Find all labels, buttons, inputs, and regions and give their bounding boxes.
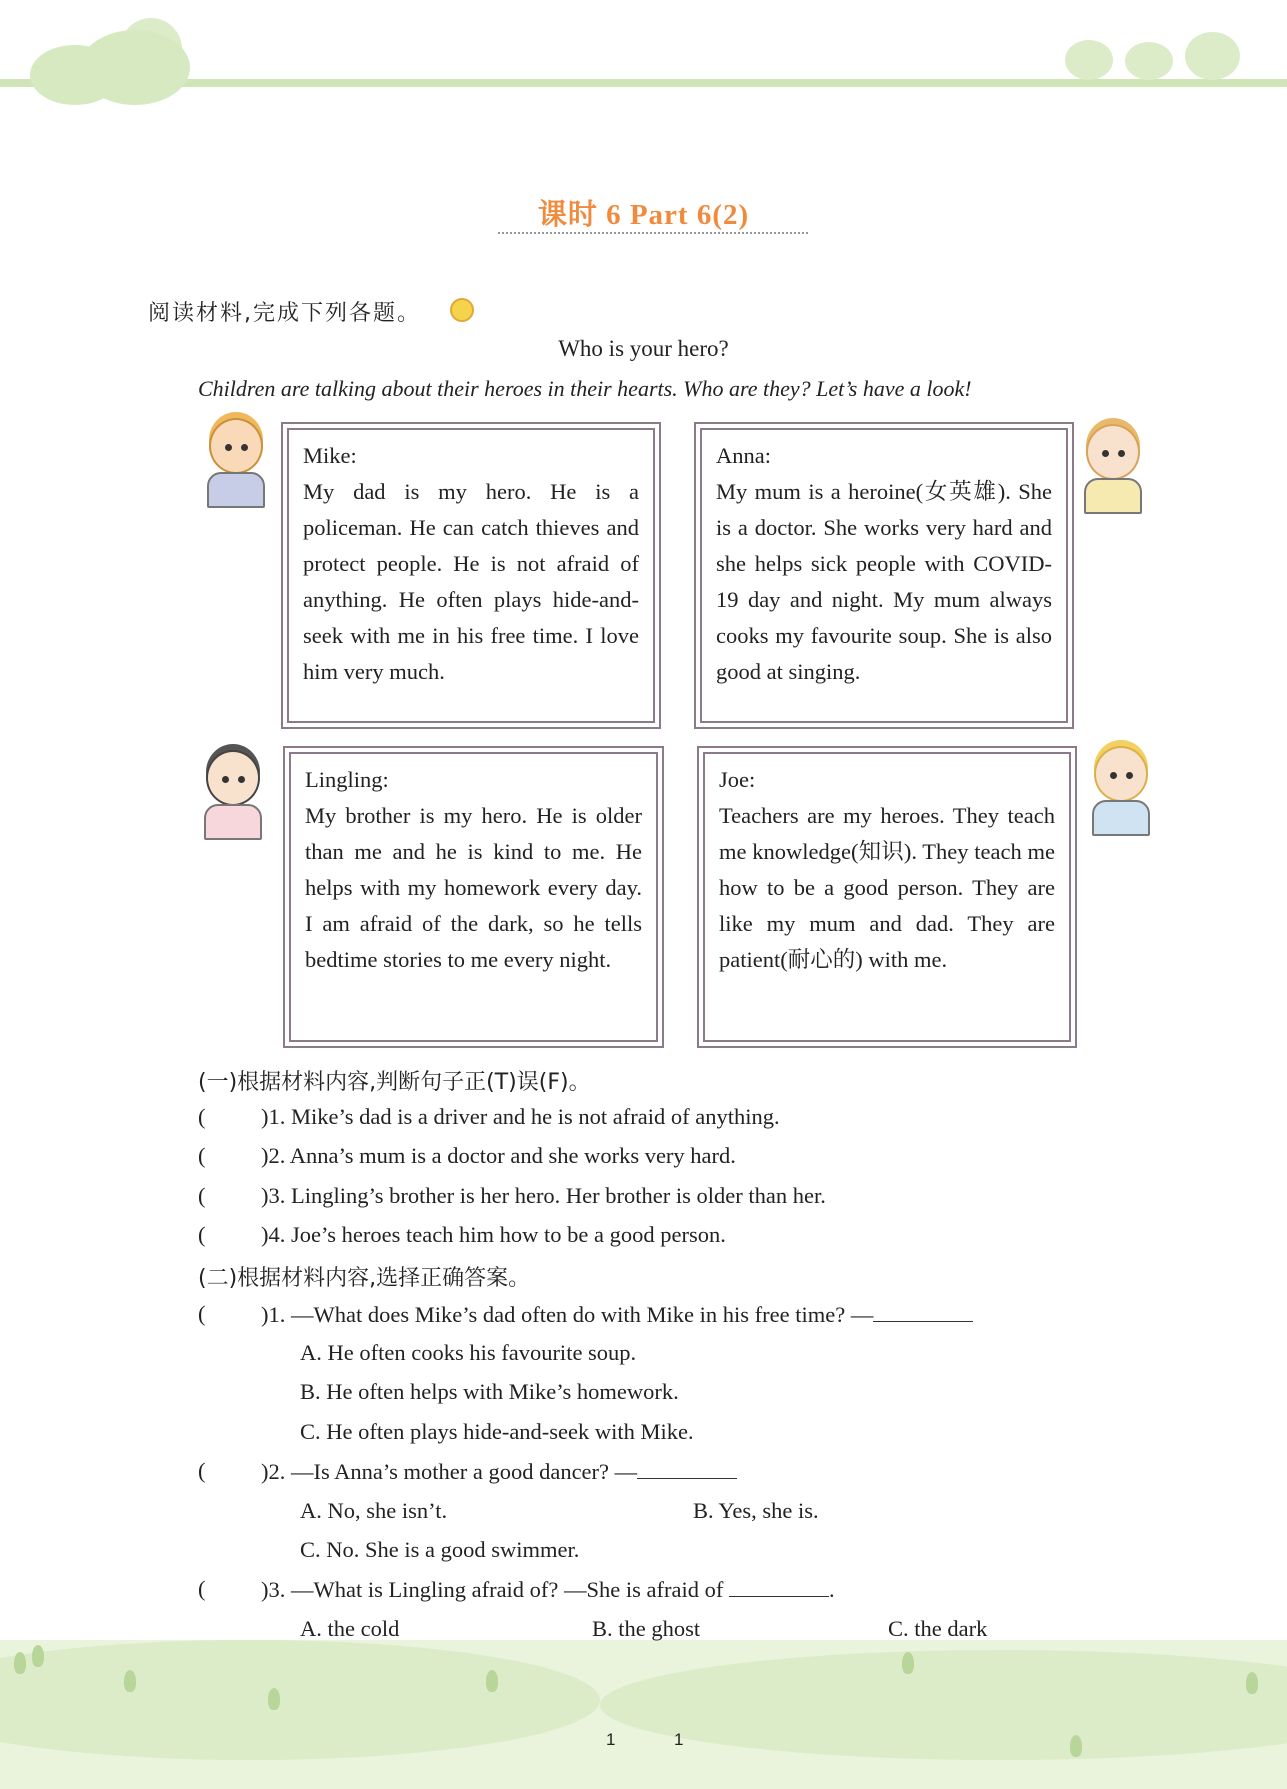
answer-paren[interactable]: ( bbox=[198, 1104, 206, 1129]
title-underline bbox=[498, 232, 808, 234]
answer-blank[interactable] bbox=[637, 1458, 737, 1479]
anna-text: My mum is a heroine(女英雄). She is a doctor. She works very hard and she helps sick people with COVID-19 day and night. My mum always cooks my favourite soup. She is also good at singing. bbox=[716, 479, 1052, 684]
q2-option-c[interactable]: C. No. She is a good swimmer. bbox=[300, 1537, 580, 1562]
answer-paren[interactable]: ( bbox=[198, 1183, 206, 1208]
question-text: )3. Lingling’s brother is her hero. Her brother is older than her. bbox=[261, 1183, 826, 1208]
mike-box bbox=[281, 422, 661, 729]
lingling-name: Lingling: bbox=[305, 767, 389, 792]
tree-icon bbox=[1246, 1672, 1258, 1694]
tree-icon bbox=[268, 1688, 280, 1710]
q1-option-c[interactable]: C. He often plays hide-and-seek with Mike. bbox=[300, 1419, 694, 1444]
question-text: )4. Joe’s heroes teach him how to be a good person. bbox=[261, 1222, 726, 1247]
question-text: )2. —Is Anna’s mother a good dancer? — bbox=[261, 1459, 638, 1484]
tree-icon bbox=[14, 1652, 26, 1674]
page-title: 课时 6 Part 6(2) bbox=[537, 199, 750, 231]
joe-text: Teachers are my heroes. They teach me knowledge(知识). They teach me how to be a good person. They are like my mum and dad. They are patient(耐心的) with me. bbox=[719, 803, 1055, 972]
joe-avatar bbox=[1088, 746, 1150, 834]
answer-paren[interactable]: ( bbox=[198, 1576, 206, 1601]
anna-name: Anna: bbox=[716, 443, 771, 468]
pig-face-icon bbox=[1185, 32, 1240, 80]
question-text: )3. —What is Lingling afraid of? —She is afraid of bbox=[261, 1577, 729, 1602]
answer-blank[interactable] bbox=[873, 1301, 973, 1322]
instruction: 阅读材料,完成下列各题。 bbox=[148, 301, 421, 326]
question-text: )1. Mike’s dad is a driver and he is not afraid of anything. bbox=[261, 1104, 780, 1129]
cat-face-icon bbox=[1065, 40, 1113, 80]
q3-option-b[interactable]: B. the ghost bbox=[592, 1616, 701, 1641]
lingling-avatar bbox=[200, 750, 262, 838]
header-line bbox=[0, 79, 1287, 87]
q1-option-b[interactable]: B. He often helps with Mike’s homework. bbox=[300, 1379, 679, 1404]
cloud-icon bbox=[80, 30, 190, 105]
joe-name: Joe: bbox=[719, 767, 756, 792]
tree-icon bbox=[902, 1652, 914, 1674]
tree-icon bbox=[32, 1645, 44, 1667]
q3-option-c[interactable]: C. the dark bbox=[888, 1616, 988, 1641]
answer-paren[interactable]: ( bbox=[198, 1143, 206, 1168]
tree-icon bbox=[486, 1670, 498, 1692]
lingling-text: My brother is my hero. He is older than me and he is kind to me. He helps with my homework every day. I am afraid of the dark, so he tells bedtime stories to me every night. bbox=[305, 803, 642, 972]
answer-paren[interactable]: ( bbox=[198, 1458, 206, 1483]
q3-option-a[interactable]: A. the cold bbox=[300, 1616, 400, 1641]
lightbulb-icon bbox=[450, 298, 474, 322]
q1-option-a[interactable]: A. He often cooks his favourite soup. bbox=[300, 1340, 637, 1365]
tree-icon bbox=[124, 1670, 136, 1692]
anna-avatar bbox=[1080, 424, 1142, 512]
q2-option-a[interactable]: A. No, she isn’t. bbox=[300, 1498, 448, 1523]
lingling-box bbox=[283, 746, 664, 1048]
answer-paren[interactable]: ( bbox=[198, 1222, 206, 1247]
passage-title: Who is your hero? bbox=[558, 336, 729, 361]
bear-face-icon bbox=[1125, 42, 1173, 80]
mike-text: My dad is my hero. He is a policeman. He can catch thieves and protect people. He is not afraid of anything. He often plays hide-and-seek with me in his free time. I love him very much. bbox=[303, 479, 639, 684]
answer-blank[interactable] bbox=[729, 1576, 829, 1597]
anna-box bbox=[694, 422, 1074, 729]
tree-icon bbox=[1070, 1735, 1082, 1757]
mike-avatar bbox=[203, 418, 265, 506]
q2-option-b[interactable]: B. Yes, she is. bbox=[693, 1498, 819, 1523]
question-text: )1. —What does Mike’s dad often do with Mike in his free time? — bbox=[261, 1302, 874, 1327]
passage-intro: Children are talking about their heroes in their hearts. Who are they? Let’s have a look! bbox=[198, 376, 972, 401]
section1-heading: (一)根据材料内容,判断句子正(T)误(F)。 bbox=[198, 1070, 591, 1095]
question-tail: . bbox=[829, 1577, 835, 1602]
question-text: )2. Anna’s mum is a doctor and she works very hard. bbox=[261, 1143, 736, 1168]
section2-heading: (二)根据材料内容,选择正确答案。 bbox=[198, 1266, 531, 1291]
answer-paren[interactable]: ( bbox=[198, 1301, 206, 1326]
mike-name: Mike: bbox=[303, 443, 357, 468]
page-number-left: 1 bbox=[606, 1730, 616, 1749]
page-number-right: 1 bbox=[674, 1730, 684, 1749]
joe-box bbox=[697, 746, 1077, 1048]
